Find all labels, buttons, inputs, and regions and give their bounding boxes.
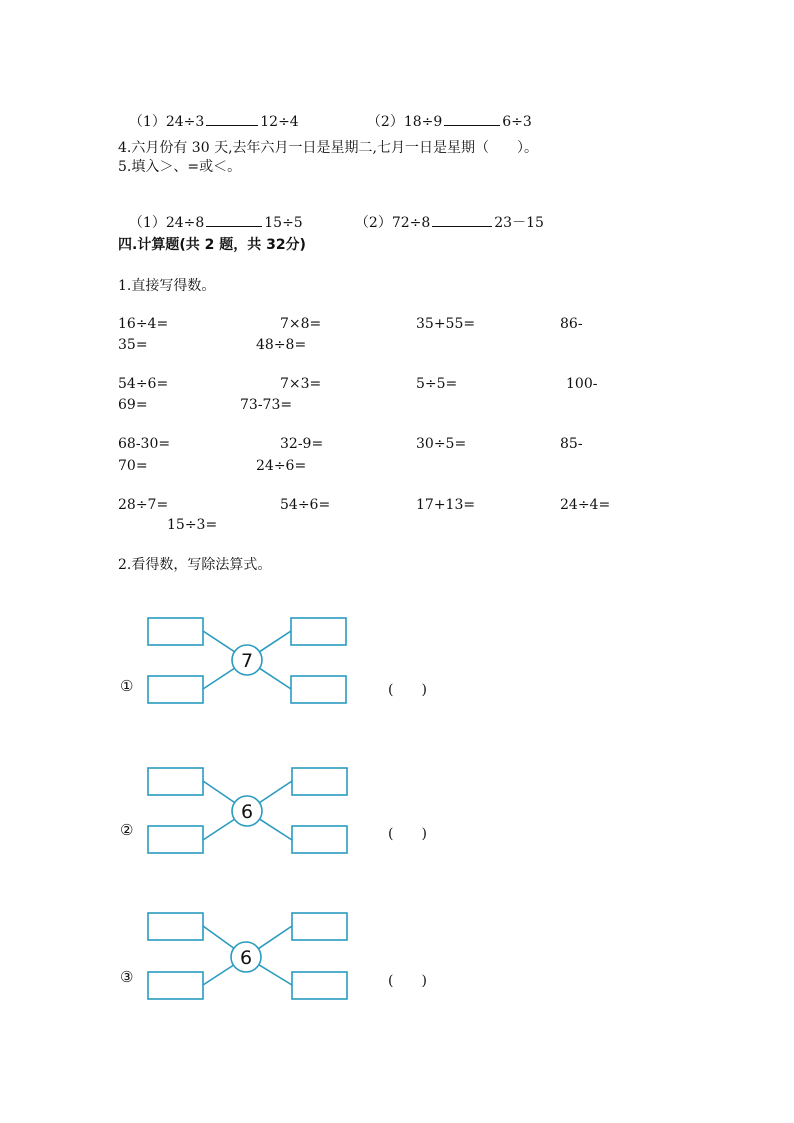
calc2-d2-box-bl[interactable] — [148, 826, 203, 853]
calc2-d2-box-br[interactable] — [292, 826, 347, 853]
q5-text: 5.填入＞、=或＜。 — [118, 159, 242, 175]
calc2-d1-box-tr[interactable] — [291, 618, 346, 645]
calc2-diagram-1 — [140, 610, 354, 710]
calc1-r1-c4: 86- — [560, 316, 583, 332]
calc2-item1-marker: ① — [120, 677, 134, 695]
calc1-r4-c1: 28÷7= — [118, 497, 169, 513]
calc1-r3-c1: 68-30= — [118, 436, 171, 452]
q5-item1-right: 15÷5 — [264, 215, 303, 231]
calc1-r3-c3: 30÷5= — [416, 436, 467, 452]
q5-item2-blank[interactable] — [432, 214, 492, 227]
q5-item1 — [120, 200, 303, 230]
calc2-d1-box-br[interactable] — [291, 676, 346, 703]
calc1-r4-c3: 17+13= — [416, 497, 476, 513]
q3-item2-right: 6÷3 — [502, 114, 532, 130]
q5-item1-blank[interactable] — [206, 214, 262, 227]
calc2-item2-marker: ② — [120, 821, 134, 839]
q5-item1-label: （1）24÷8 — [128, 215, 205, 231]
q3-item1-label: （1）24÷3 — [128, 114, 205, 130]
q3-compare-line — [120, 99, 299, 129]
q3-item1-blank[interactable] — [206, 113, 258, 126]
calc1-r4-c5: 15÷3= — [167, 517, 218, 533]
calc2-d2-box-tr[interactable] — [292, 768, 347, 795]
calc2-d1-center-number: 7 — [240, 650, 254, 672]
calc2-d3-box-tr[interactable] — [292, 913, 347, 940]
calc1-r1-c3: 35+55= — [416, 316, 476, 332]
q3-item2-label: （2）18÷9 — [366, 114, 443, 130]
calc1-r1-c5: 48÷8= — [256, 337, 307, 353]
q5-item2 — [346, 200, 544, 230]
q5-item2-label: （2）72÷8 — [354, 215, 431, 231]
calc2-d3-box-bl[interactable] — [148, 972, 203, 999]
calc2-d2-center-number: 6 — [240, 801, 254, 823]
calc1-r3-c5: 24÷6= — [256, 458, 307, 474]
calc2-d3-box-br[interactable] — [292, 972, 347, 999]
calc1-r3-c2: 32-9= — [280, 436, 324, 452]
calc2-d3-box-tl[interactable] — [148, 913, 203, 940]
calc1-r1-c2: 7×8= — [280, 316, 322, 332]
calc1-r2-c5: 73-73= — [240, 397, 293, 413]
calc2-item3-marker: ③ — [120, 968, 134, 986]
calc1-r4-c2: 54÷6= — [280, 497, 331, 513]
calc2-d3-center-number: 6 — [239, 947, 253, 969]
calc1-r2-c4: 100- — [566, 376, 598, 392]
calc2-item1-answer[interactable]: ( ) — [388, 682, 427, 698]
q3-item2-blank[interactable] — [444, 113, 500, 126]
section4-heading: 四.计算题(共 2 题，共 32分) — [118, 237, 306, 253]
calc1-r1-c4-wrap: 35= — [118, 337, 148, 353]
calc2-d1-box-tl[interactable] — [148, 618, 203, 645]
calc1-title: 1.直接写得数。 — [118, 278, 216, 294]
calc2-title: 2.看得数，写除法算式。 — [118, 557, 272, 573]
calc1-r3-c4-wrap: 70= — [118, 458, 148, 474]
calc1-r4-c4: 24÷4= — [560, 497, 611, 513]
calc1-r2-c1: 54÷6= — [118, 376, 169, 392]
calc2-diagram-3 — [140, 905, 354, 1005]
q3-item1-right: 12÷4 — [260, 114, 299, 130]
q4-text: 4.六月份有 30 天,去年六月一日是星期二,七月一日是星期（ ）。 — [118, 140, 538, 156]
calc2-diagram-2 — [140, 760, 354, 860]
calc1-r2-c4-wrap: 69= — [118, 397, 148, 413]
calc1-r2-c3: 5÷5= — [416, 376, 458, 392]
q3-compare-line-2 — [358, 99, 532, 129]
calc2-item3-answer[interactable]: ( ) — [388, 973, 427, 989]
q5-item2-right: 23－15 — [494, 215, 544, 231]
calc2-d2-box-tl[interactable] — [148, 768, 203, 795]
calc2-item2-answer[interactable]: ( ) — [388, 826, 427, 842]
calc1-r3-c4: 85- — [560, 436, 583, 452]
calc1-r1-c1: 16÷4= — [118, 316, 169, 332]
calc1-r2-c2: 7×3= — [280, 376, 322, 392]
calc2-d1-box-bl[interactable] — [148, 676, 203, 703]
